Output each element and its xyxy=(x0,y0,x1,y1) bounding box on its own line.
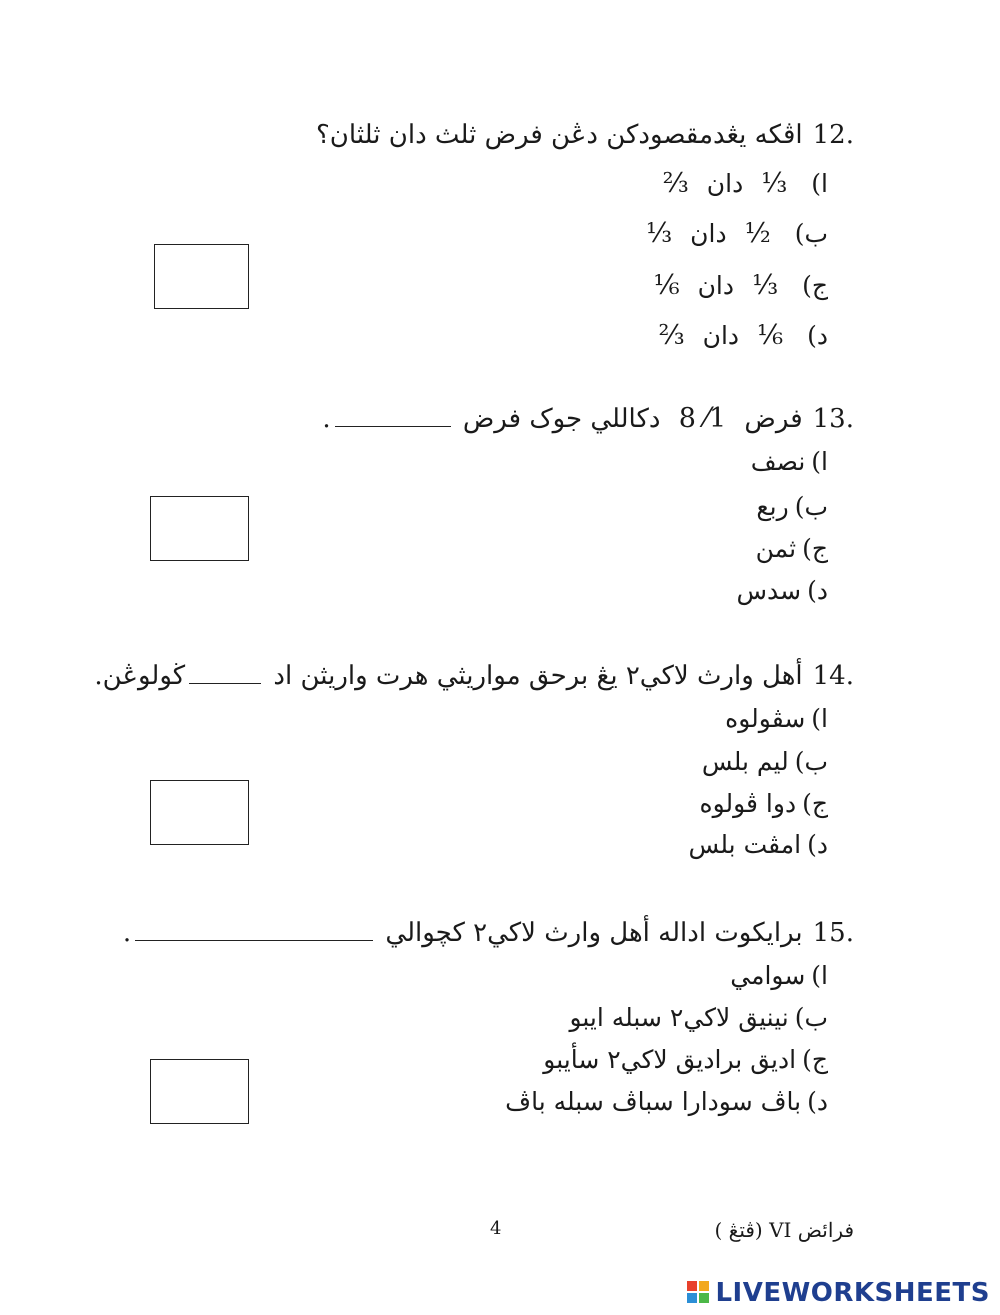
question-15-option-c xyxy=(543,1044,828,1076)
fill-blank xyxy=(335,424,451,427)
punctuation: . xyxy=(122,918,132,948)
question-number: 14. xyxy=(812,661,854,691)
option-letter: د) xyxy=(807,1087,828,1116)
option-text: سدس xyxy=(736,576,802,605)
fraction: ⅓ xyxy=(646,218,673,249)
option-word: دان xyxy=(702,321,740,350)
question-number: 12. xyxy=(812,120,854,150)
option-text: ليم بلس xyxy=(701,747,789,776)
option-letter: ج) xyxy=(802,1045,828,1074)
question-12-option-c xyxy=(643,270,828,302)
brand-name: LIVEWORKSHEETS xyxy=(715,1278,990,1308)
option-letter: ب) xyxy=(794,1003,828,1032)
question-15-stem xyxy=(123,916,854,950)
question-14-option-d xyxy=(689,829,828,861)
question-12-stem xyxy=(316,118,854,152)
option-text: امڤت بلس xyxy=(688,830,802,859)
question-13-option-c xyxy=(756,533,828,565)
answer-box-13[interactable] xyxy=(150,496,249,561)
option-letter: ب) xyxy=(794,492,828,521)
question-12-option-a xyxy=(653,168,828,200)
fraction: ½ xyxy=(744,218,771,249)
punctuation: . xyxy=(322,404,331,434)
question-14-option-c xyxy=(699,788,828,820)
option-letter: ج) xyxy=(802,271,828,300)
option-letter: ج) xyxy=(802,789,828,818)
question-14-option-b xyxy=(702,746,828,778)
question-text: أهل وارث لاکي٢ يڠ برحق مواريثي هرت واريثن اد xyxy=(273,661,803,691)
question-number: 15. xyxy=(812,918,854,948)
option-letter: د) xyxy=(807,830,828,859)
option-text: دوا ڤولوه xyxy=(699,789,797,818)
question-text: اڤکه يڠدمقصودکن دڠن فرض ثلث دان ثلثان؟ xyxy=(316,120,803,150)
question-12-option-b xyxy=(636,218,828,250)
footer-subject: فرائض VI (ڤتڠ ) xyxy=(714,1218,854,1242)
question-text: ڬولوڠن. xyxy=(94,661,186,691)
answer-box-15[interactable] xyxy=(150,1059,249,1124)
option-text: ربع xyxy=(756,492,789,521)
page-number: 4 xyxy=(490,1218,502,1239)
fraction: ⅓ xyxy=(751,270,779,301)
question-text: فرض xyxy=(744,404,803,434)
brand-watermark xyxy=(687,1276,990,1310)
fill-blank xyxy=(135,938,373,941)
option-letter: ا) xyxy=(811,169,828,198)
option-letter: د) xyxy=(807,321,828,350)
option-letter: ا) xyxy=(811,704,828,733)
answer-box-12[interactable] xyxy=(154,244,249,309)
option-letter: د) xyxy=(807,576,828,605)
fraction: ⅓ xyxy=(761,168,788,199)
question-text: دکاللي جوک فرض xyxy=(462,404,661,434)
answer-box-14[interactable] xyxy=(150,780,249,845)
question-13-option-b xyxy=(756,491,828,523)
option-letter: ب) xyxy=(794,747,828,776)
liveworksheets-logo-icon xyxy=(687,1281,711,1305)
question-15-option-a xyxy=(730,960,828,992)
question-number: 13. xyxy=(812,404,854,434)
option-letter: ب) xyxy=(794,219,828,248)
option-word: دان xyxy=(697,271,735,300)
fraction: 8 ⁄1 xyxy=(678,403,727,434)
option-text: باڤ سودارا سباڤ سبله باڤ xyxy=(505,1087,802,1116)
option-letter: ا) xyxy=(811,447,828,476)
option-text: نصف xyxy=(750,447,806,476)
option-text: اديق براديق لاکي٢ سأيبو xyxy=(543,1045,797,1074)
question-13-option-d xyxy=(737,575,828,607)
option-letter: ج) xyxy=(802,534,828,563)
question-14-stem xyxy=(94,659,854,693)
fraction: ⅙ xyxy=(756,320,784,351)
question-13-stem xyxy=(322,402,854,436)
question-15-option-d xyxy=(505,1086,828,1118)
fill-blank xyxy=(189,681,261,684)
question-14-option-a xyxy=(725,703,828,735)
fraction: ⅔ xyxy=(658,320,685,351)
fraction: ⅙ xyxy=(653,270,680,301)
question-13-option-a xyxy=(751,446,828,478)
option-text: سوامي xyxy=(730,961,806,990)
option-word: دان xyxy=(706,169,744,198)
option-text: سڤولوه xyxy=(725,704,806,733)
fraction: ⅔ xyxy=(662,168,689,199)
question-text: برايکوت اداله أهل وارث لاکي٢ کچوالي xyxy=(385,918,803,948)
option-text: نينيق لاکي٢ سبله ايبو xyxy=(569,1003,789,1032)
option-text: ثمن xyxy=(755,534,797,563)
question-15-option-b xyxy=(569,1002,828,1034)
option-word: دان xyxy=(690,219,727,248)
question-12-option-d xyxy=(648,320,828,352)
option-letter: ا) xyxy=(811,961,828,990)
